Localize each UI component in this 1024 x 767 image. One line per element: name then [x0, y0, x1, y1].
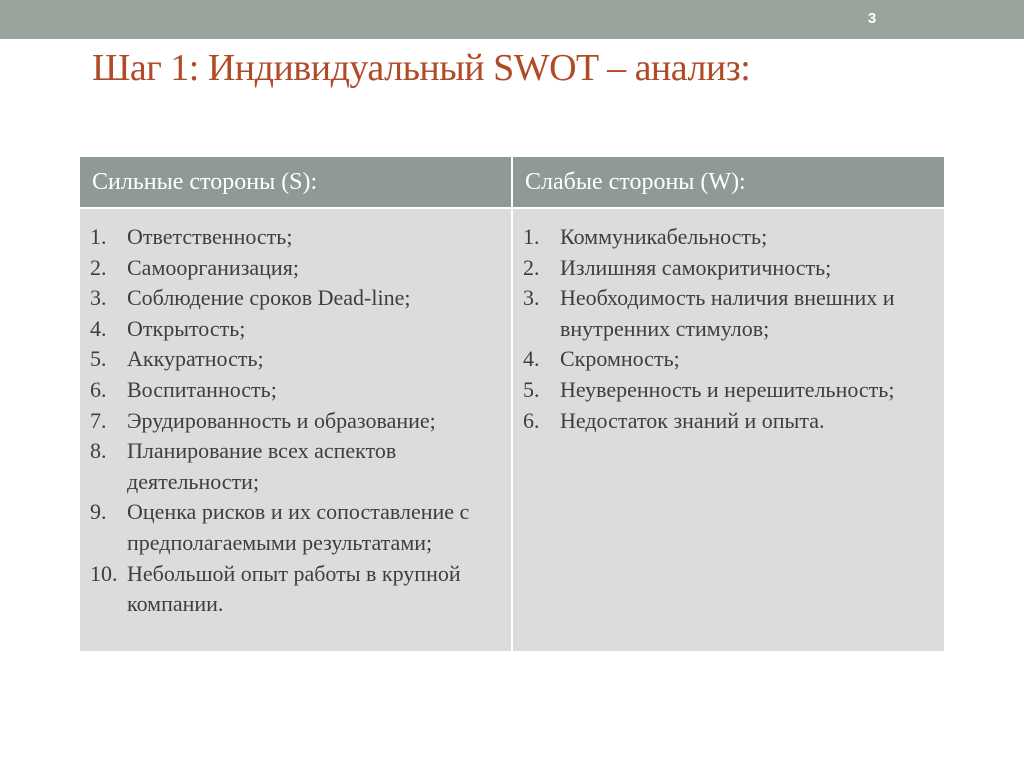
list-item — [80, 406, 511, 437]
item-number: 4. — [523, 346, 540, 372]
item-number: 4. — [90, 315, 107, 341]
top-bar — [0, 0, 1024, 39]
list-item — [80, 222, 511, 253]
strengths-header: Сильные стороны (S): — [80, 157, 511, 207]
swot-table — [80, 157, 944, 651]
item-text: Самоорганизация; — [127, 254, 299, 280]
item-number: 3. — [523, 285, 540, 311]
list-item — [513, 344, 944, 375]
strengths-cell — [80, 207, 511, 651]
slide-number: 3 — [867, 10, 877, 27]
item-text: Воспитанность; — [127, 376, 277, 402]
strengths-list — [80, 222, 511, 620]
item-text: Небольшой опыт работы в крупной компании. — [127, 560, 461, 617]
item-number: 6. — [90, 376, 107, 402]
item-number: 1. — [90, 224, 107, 249]
item-text: Открытость; — [127, 315, 246, 341]
list-item — [513, 406, 944, 437]
item-text: Оценка рисков и их сопоставление с предполагаемыми результатами; — [127, 499, 470, 555]
item-number: 1. — [523, 224, 540, 249]
item-number: 2. — [90, 254, 107, 280]
item-text: Коммуникабельность; — [560, 224, 768, 249]
item-text: Недостаток знаний и опыта. — [560, 407, 825, 433]
item-text: Аккуратность; — [127, 346, 264, 372]
item-number: 3. — [90, 285, 107, 311]
list-item — [80, 375, 511, 406]
item-number: 5. — [90, 346, 107, 372]
weaknesses-cell — [511, 207, 944, 651]
list-item — [80, 253, 511, 284]
item-number: 9. — [90, 499, 107, 525]
item-number: 7. — [90, 407, 107, 433]
list-item — [513, 375, 944, 406]
item-text: Неуверенность и нерешительность; — [560, 376, 895, 402]
list-item — [80, 559, 511, 620]
list-item — [80, 283, 511, 314]
item-number: 5. — [523, 376, 540, 402]
item-number: 10. — [90, 560, 118, 586]
item-text: Излишняя самокритичность; — [560, 254, 832, 280]
list-item — [80, 497, 511, 558]
item-text: Необходимость наличия внешних и внутренних стимулов; — [560, 285, 895, 341]
list-item — [513, 253, 944, 284]
item-text: Скромность; — [560, 346, 680, 372]
item-text: Планирование всех аспектов деятельности; — [127, 438, 397, 494]
list-item — [80, 436, 511, 497]
list-item — [513, 283, 944, 344]
list-item — [80, 314, 511, 345]
item-number: 6. — [523, 407, 540, 433]
item-number: 2. — [523, 254, 540, 280]
item-number: 8. — [90, 438, 107, 464]
page-title: Шаг 1: Индивидуальный SWOT – анализ: — [92, 47, 751, 89]
item-text: Эрудированность и образование; — [127, 407, 436, 433]
item-text: Соблюдение сроков Dead-line; — [127, 285, 411, 311]
weaknesses-header: Слабые стороны (W): — [511, 157, 944, 207]
item-text: Ответственность; — [127, 224, 293, 249]
list-item — [513, 222, 944, 253]
list-item — [80, 344, 511, 375]
weaknesses-list — [513, 222, 944, 436]
